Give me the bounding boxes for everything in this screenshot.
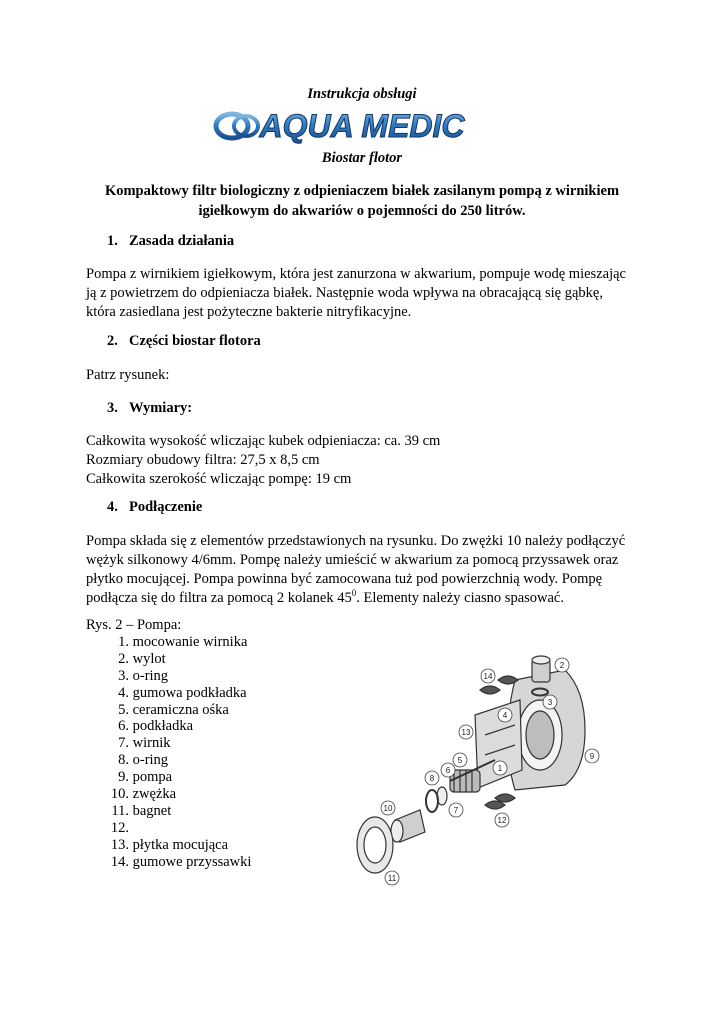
parts-item-number: 12. — [110, 819, 129, 836]
diagram-callout — [449, 803, 463, 817]
pump-exploded-diagram — [300, 620, 630, 910]
svg-text:7: 7 — [453, 806, 459, 815]
svg-text:13: 13 — [461, 728, 471, 737]
lead-paragraph — [86, 181, 638, 221]
section-heading-4 — [107, 499, 202, 516]
parts-list-item — [86, 651, 251, 668]
parts-item-label: o-ring — [132, 752, 169, 769]
diagram-callout — [481, 669, 495, 683]
section-4-body — [86, 532, 646, 608]
diagram-callout — [459, 725, 473, 739]
parts-item-label: mocowanie wirnika — [132, 633, 248, 650]
diagram-callout — [543, 695, 557, 709]
parts-item-number: 10. — [110, 786, 129, 803]
parts-item-number: 14. — [110, 853, 129, 870]
suction-cup-shape — [480, 686, 500, 694]
svg-text:12: 12 — [497, 816, 507, 825]
parts-item-label: bagnet — [132, 802, 172, 819]
body-line: podłącza się do filtra za pomocą 2 kolanek $45^0$. Elementy należy ciasno spasować. — [86, 588, 564, 606]
parts-item-number: 2. — [118, 650, 129, 667]
section-title: Podłączenie — [129, 499, 203, 515]
diagram-callout — [425, 771, 439, 785]
parts-item-number: 13. — [110, 836, 129, 853]
parts-item-number: 7. — [118, 735, 129, 752]
svg-text:14: 14 — [483, 672, 493, 681]
parts-list-item — [86, 702, 251, 719]
section-number: 2. — [107, 333, 118, 349]
body-line: wężyk silkonowy 4/6mm. Pompę należy umieścić w akwarium za pomocą przyssawek oraz — [86, 552, 619, 568]
diagram-callout — [493, 761, 507, 775]
svg-text:9: 9 — [589, 752, 595, 761]
svg-text:4: 4 — [502, 711, 508, 720]
body-line: Całkowita szerokość wliczając pompę: 19 cm — [86, 471, 352, 487]
aqua-medic-logo — [210, 104, 510, 144]
svg-text:8: 8 — [429, 774, 435, 783]
body-line: Pompa składa się z elementów przedstawionych na rysunku. Do zwężki 10 należy podłączyć — [86, 533, 626, 549]
parts-item-number: 6. — [118, 718, 129, 735]
parts-item-label: wirnik — [132, 735, 171, 752]
section-title: Zasada działania — [129, 233, 235, 249]
parts-list-item — [86, 718, 251, 735]
parts-list-item — [86, 668, 251, 685]
diagram-callout — [498, 708, 512, 722]
section-number: 3. — [107, 400, 118, 416]
parts-item-label: podkładka — [132, 718, 194, 735]
parts-list-item — [86, 685, 251, 702]
parts-item-number: 3. — [118, 667, 129, 684]
parts-list-item — [86, 837, 251, 854]
parts-item-number: 9. — [118, 769, 129, 786]
parts-list-item — [86, 820, 251, 837]
svg-text:1: 1 — [497, 764, 503, 773]
body-line: Rozmiary obudowy filtra: 27,5 x 8,5 cm — [86, 452, 320, 468]
lead-line: igiełkowym do akwariów o pojemności do 250 litrów. — [198, 203, 526, 219]
svg-text:11: 11 — [387, 874, 397, 883]
body-line: Całkowita wysokość wliczając kubek odpieniacza: ca. 39 cm — [86, 433, 441, 449]
body-line: Pompa z wirnikiem igiełkowym, która jest zanurzona w akwarium, pompuje wodę mieszając — [86, 266, 626, 282]
parts-item-label: gumowa podkładka — [132, 684, 247, 701]
logo-wordmark: AQUA MEDIC — [259, 108, 465, 144]
diagram-callout — [453, 753, 467, 767]
diagram-callout — [495, 813, 509, 827]
parts-list-item — [86, 786, 251, 803]
product-name: Biostar flotor — [321, 150, 403, 166]
diagram-callout — [385, 871, 399, 885]
parts-caption: Rys. 2 – Pompa: — [86, 617, 182, 633]
diagram-callout — [381, 801, 395, 815]
diagram-callout — [441, 763, 455, 777]
parts-item-number: 4. — [118, 684, 129, 701]
parts-list-item — [86, 752, 251, 769]
parts-list-item — [86, 854, 251, 871]
body-line: ją z powietrzem do odpieniacza białek. Następnie woda wpływa na obracającą się gąbkę, — [86, 285, 603, 301]
svg-text:6: 6 — [445, 766, 451, 775]
parts-item-label: zwężka — [132, 786, 177, 803]
section-3-body — [86, 432, 646, 489]
diagram-callout — [585, 749, 599, 763]
doc-title: Instrukcja obsługi — [307, 86, 417, 102]
parts-item-label: gumowe przyssawki — [132, 853, 252, 870]
svg-text:5: 5 — [457, 756, 463, 765]
section-heading-3 — [107, 400, 192, 417]
section-number: 1. — [107, 233, 118, 249]
body-line: płytko mocującej. Pompa powinna być zamocowana tuż pod powierzchnią wody. Pompę — [86, 571, 603, 587]
diagram-callout — [555, 658, 569, 672]
parts-list — [86, 617, 251, 871]
section-number: 4. — [107, 499, 118, 515]
svg-text:2: 2 — [559, 661, 565, 670]
parts-item-number: 11. — [111, 802, 129, 819]
section-1-body — [86, 265, 646, 322]
parts-item-label: płytka mocująca — [132, 836, 229, 853]
parts-list-item — [86, 735, 251, 752]
body-line: która zasiedlana jest pożyteczne bakterie nitryfikacyjne. — [86, 304, 412, 320]
parts-item-label: pompa — [132, 769, 173, 786]
section-heading-2 — [107, 333, 261, 350]
parts-item-number: 8. — [118, 752, 129, 769]
section-heading-1 — [107, 233, 234, 250]
body-line: Patrz rysunek: — [86, 367, 170, 383]
parts-item-label: wylot — [132, 650, 166, 667]
section-title: Wymiary: — [129, 400, 193, 416]
parts-item-number: 1. — [118, 633, 129, 650]
parts-list-item — [86, 803, 251, 820]
section-title: Części biostar flotora — [129, 333, 261, 349]
parts-list-item — [86, 634, 251, 651]
svg-text:10: 10 — [383, 804, 393, 813]
parts-item-number: 5. — [118, 701, 129, 718]
parts-item-label: o-ring — [132, 667, 169, 684]
lead-line: Kompaktowy filtr biologiczny z odpieniaczem białek zasilanym pompą z wirnikiem — [104, 183, 620, 199]
degree-superscript: 0 — [351, 588, 357, 599]
parts-list-item — [86, 769, 251, 786]
svg-text:3: 3 — [547, 698, 553, 707]
parts-item-label: ceramiczna ośka — [132, 701, 229, 718]
section-2-body — [86, 366, 646, 385]
